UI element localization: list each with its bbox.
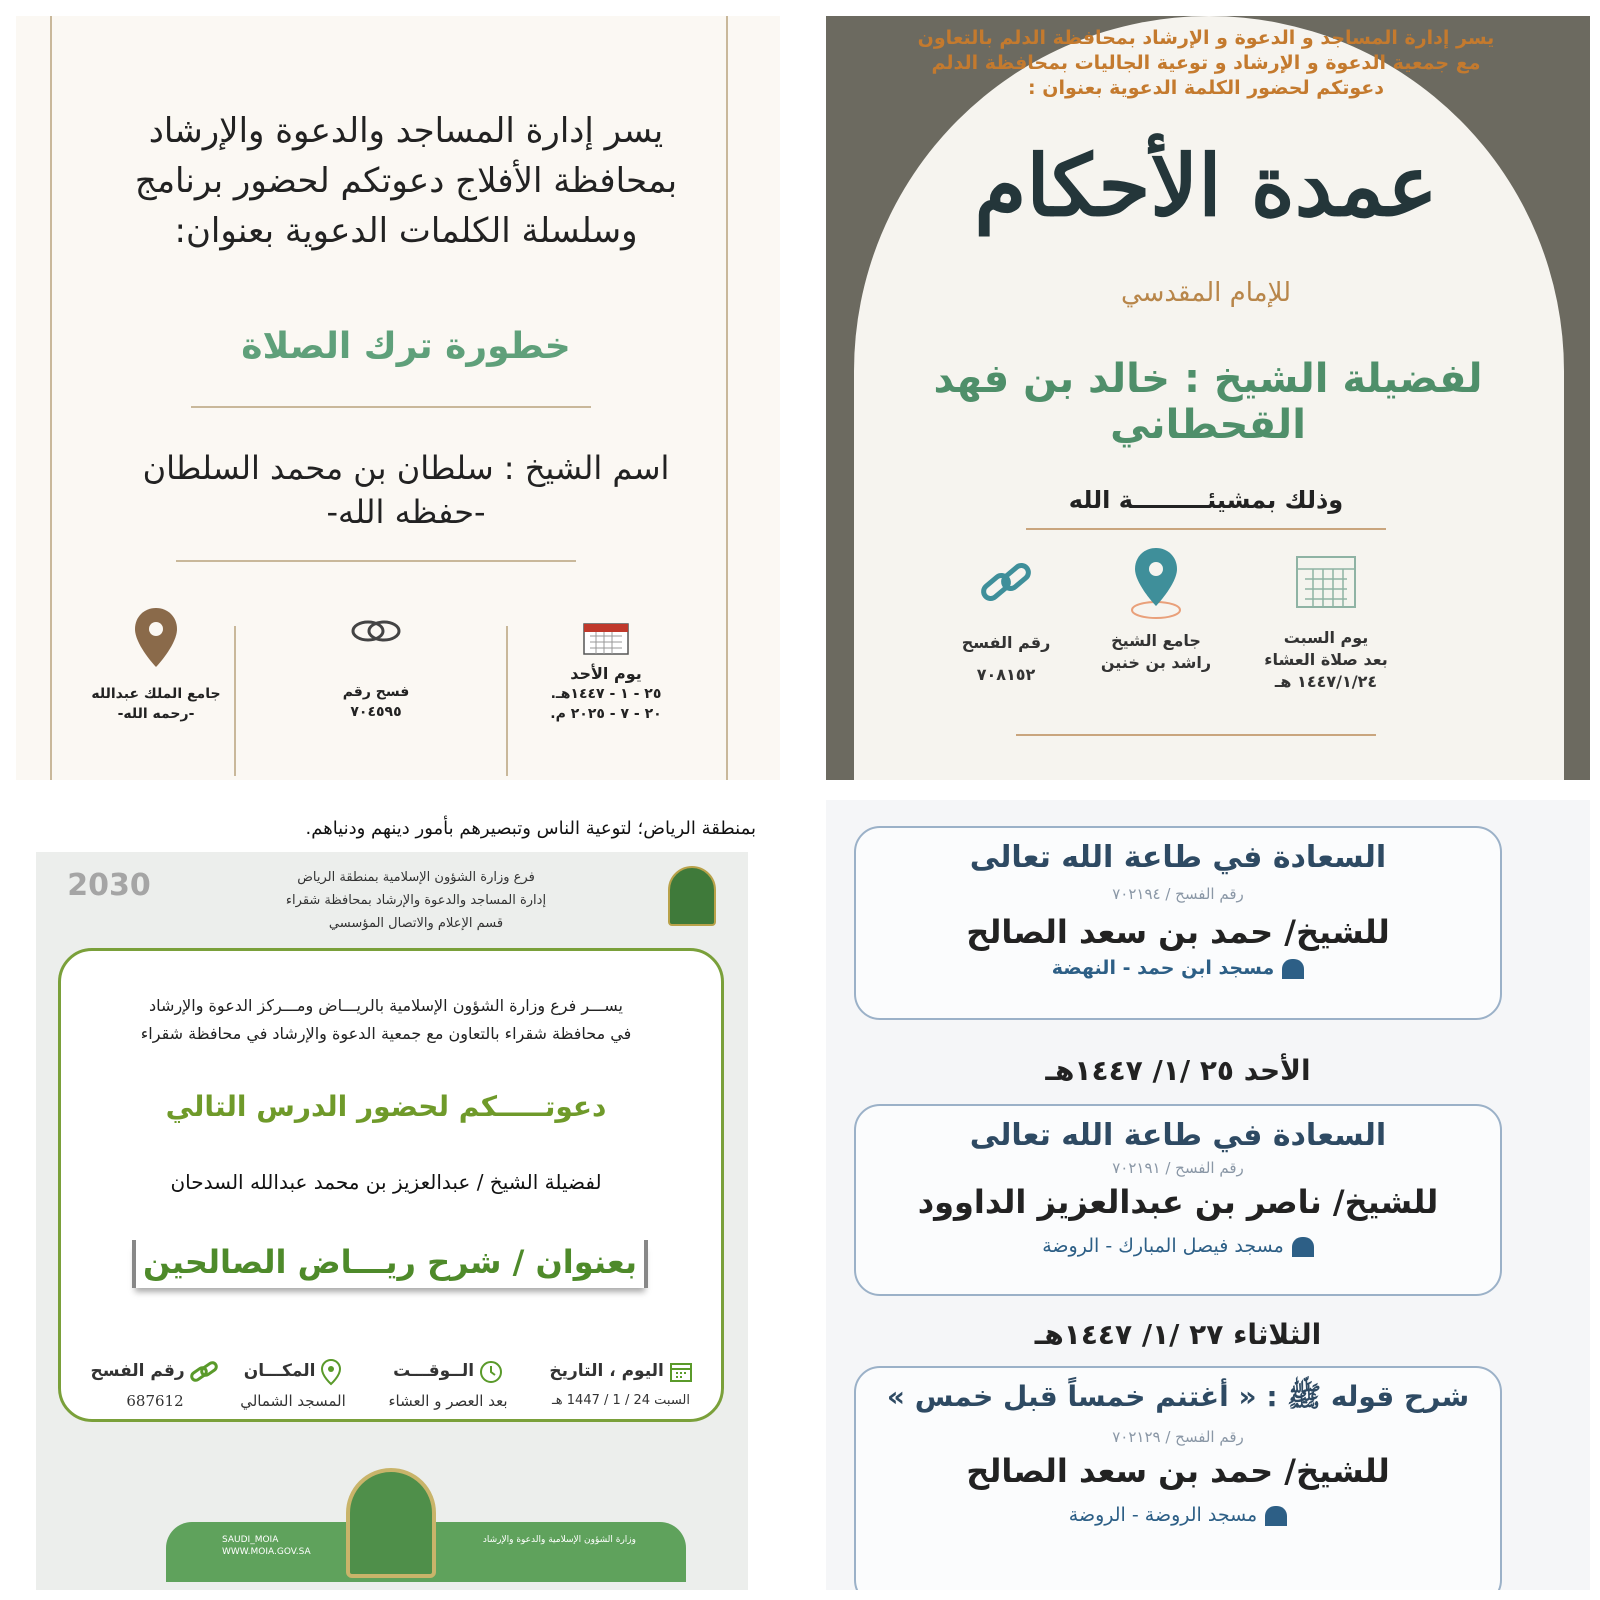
permit-info [90, 1356, 220, 1416]
permit-label: رقم الفسح [961, 633, 1051, 652]
divider [176, 560, 576, 562]
mosque-icon [1292, 1237, 1314, 1257]
date-info [536, 616, 676, 724]
sheikh-name [76, 446, 736, 534]
date-time: بعد صلاة العشاء [1264, 650, 1388, 669]
book-title: عمدة الأحكام [974, 136, 1438, 235]
lecture-title: السعادة في طاعة الله تعالى [969, 840, 1387, 875]
time-value: بعد العصر و العشاء [388, 1392, 508, 1410]
divider [191, 406, 591, 408]
lecture-title: السعادة في طاعة الله تعالى [969, 1118, 1387, 1153]
lecture-schedule [826, 800, 1590, 1590]
book-author: للإمام المقدسي [1120, 278, 1292, 308]
sheikh-suffix: -حفظه الله- [326, 493, 486, 531]
sheikh-line: اسم الشيخ : سلطان بن محمد السلطان [142, 449, 670, 487]
date-info [536, 1356, 706, 1416]
location-name: جامع الملك عبدالله [91, 686, 221, 702]
place-info [228, 1356, 358, 1416]
intro-text [86, 992, 686, 1048]
link-icon [976, 556, 1036, 612]
date-gregorian: ٢٠ - ٧ - ٢٠٢٥ م. [550, 706, 662, 722]
mosque-name: مسجد الروضة - الروضة [1068, 1504, 1258, 1526]
date-hijri: ٢٥ - ١ - ١٤٤٧هـ. [550, 686, 662, 702]
date-info [1246, 551, 1406, 693]
invite-heading: دعوتـــــكم لحضور الدرس التالي [165, 1090, 607, 1123]
date-value: السبت 24 / 1 / 1447 هـ [551, 1393, 691, 1408]
map-pin-icon [320, 1358, 342, 1386]
vision-2030-logo: 2030 [67, 868, 151, 903]
location-info [86, 606, 226, 724]
divider [1026, 528, 1386, 530]
sheikh-name: لفضيلة الشيخ / عبدالعزيز بن محمد عبدالله السدحان [170, 1170, 602, 1194]
mosque-name: مسجد ابن حمد - النهضة [1051, 957, 1275, 979]
permit-info [306, 616, 446, 722]
lecture-title: شرح قوله ﷺ : « أغتنم خمساً قبل خمس » [886, 1380, 1470, 1413]
mosque-name: مسجد فيصل المبارك - الروضة [1042, 1235, 1284, 1257]
border-line-left [50, 16, 52, 780]
calendar-icon [580, 616, 632, 658]
lecture-title: خطورة ترك الصلاة [241, 326, 571, 367]
time-info [368, 1356, 528, 1416]
footer-url: WWW.MOIA.GOV.SA [222, 1547, 311, 1557]
location-suffix: -رحمه الله- [117, 706, 195, 722]
calendar-icon [669, 1361, 693, 1383]
lecture-card [854, 826, 1502, 1020]
lecture-card [854, 1366, 1502, 1590]
place-label: المكـــان [243, 1361, 316, 1381]
lecture-title: بعنوان / شرح ريـــاض الصالحين [132, 1240, 648, 1288]
link-icon [348, 616, 404, 646]
clock-icon [479, 1360, 503, 1384]
caption-line: بمنطقة الرياض؛ لتوعية الناس وتبصيرهم بأمور دينهم ودنياهم. [305, 818, 756, 839]
footer-social [222, 1534, 311, 1558]
org-line: إدارة المساجد والدعوة والإرشاد بمحافظة شقراء [285, 893, 547, 908]
sheikh-name: للشيخ/ حمد بن سعد الصالح [966, 1452, 1390, 1490]
org-line: قسم الإعلام والاتصال المؤسسي [328, 916, 504, 931]
lecture-date: الأحد ٢٥ /١/ ١٤٤٧هـ [1045, 1054, 1311, 1087]
header-text [866, 26, 1546, 101]
date-day: يوم الأحد [570, 664, 642, 683]
intro-line: يسر إدارة المساجد والدعوة والإرشاد [148, 111, 664, 151]
permit-number: رقم الفسح / ٧٠٢١٢٩ [1112, 1428, 1244, 1446]
permit-number: ٧٠٤٥٩٥ [350, 704, 402, 720]
inshallah-text: وذلك بمشيئـــــــــة الله [1068, 486, 1344, 514]
header-line: دعوتكم لحضور الكلمة الدعوية بعنوان : [1028, 77, 1384, 99]
location-info [1076, 544, 1236, 674]
divider [1016, 734, 1376, 736]
footer-ministry: وزارة الشؤون الإسلامية والدعوة والإرشاد [482, 1535, 636, 1545]
intro-line: بمحافظة الأفلاج دعوتكم لحضور برنامج [134, 161, 678, 201]
permit-label: فسح رقم [342, 684, 410, 700]
intro-line: يســـر فرع وزارة الشؤون الإسلامية بالريـــاض ومـــركز الدعوة والإرشاد [149, 996, 623, 1015]
invitation-card-aflaj [16, 16, 780, 780]
date-day: يوم السبت [1283, 628, 1369, 647]
lecture-card [854, 1104, 1502, 1296]
map-pin-icon [1126, 544, 1186, 624]
location-line: راشد بن خنين [1100, 653, 1212, 672]
footer-handle: SAUDI_MOIA [222, 1535, 279, 1545]
organization-header [216, 866, 616, 935]
header-line: يسر إدارة المساجد و الدعوة و الإرشاد بمحافظة الدلم بالتعاون [917, 27, 1495, 49]
sheikh-name: لفضيلة الشيخ : خالد بن فهد القحطاني [933, 356, 1483, 448]
date-label: اليوم ، التاريخ [549, 1361, 664, 1381]
sheikh-name: للشيخ/ ناصر بن عبدالعزيز الداوود [917, 1183, 1439, 1221]
permit-value: 687612 [126, 1392, 184, 1410]
time-label: الــوقـــت [393, 1361, 475, 1381]
calendar-icon [1293, 551, 1359, 613]
ministry-logo [668, 866, 716, 926]
permit-info [926, 556, 1086, 686]
column-separator [506, 626, 508, 776]
mosque-icon [1282, 959, 1304, 979]
ministry-emblem [346, 1468, 436, 1578]
link-icon [189, 1360, 219, 1384]
invitation-card-shaqra [16, 800, 780, 1590]
place-value: المسجد الشمالي [240, 1392, 346, 1410]
column-separator [234, 626, 236, 776]
mosque-icon [1265, 1506, 1287, 1526]
header-line: مع جمعية الدعوة و الإرشاد و توعية الجاليات بمحافظة الدلم [931, 52, 1481, 74]
map-pin-icon [131, 606, 181, 670]
date-hijri: ١٤٤٧/١/٢٤ هـ [1274, 672, 1378, 691]
lecture-date: الثلاثاء ٢٧ /١/ ١٤٤٧هـ [1034, 1318, 1322, 1351]
intro-line: وسلسلة الكلمات الدعوية بعنوان: [174, 211, 638, 251]
intro-text [76, 106, 736, 256]
permit-number: رقم الفسح / ٧٠٢١٩٤ [1112, 885, 1244, 903]
location-line: جامع الشيخ [1111, 631, 1201, 650]
sheikh-name: للشيخ/ حمد بن سعد الصالح [966, 913, 1390, 951]
permit-label: رقم الفسح [90, 1361, 185, 1381]
intro-line: في محافظة شقراء بالتعاون مع جمعية الدعوة والإرشاد في محافظة شقراء [140, 1024, 632, 1043]
permit-number: ٧٠٨١٥٢ [976, 665, 1036, 684]
org-line: فرع وزارة الشؤون الإسلامية بمنطقة الرياض [297, 870, 535, 885]
permit-number: رقم الفسح / ٧٠٢١٩١ [1112, 1159, 1244, 1177]
invitation-card-dilam [826, 16, 1590, 780]
